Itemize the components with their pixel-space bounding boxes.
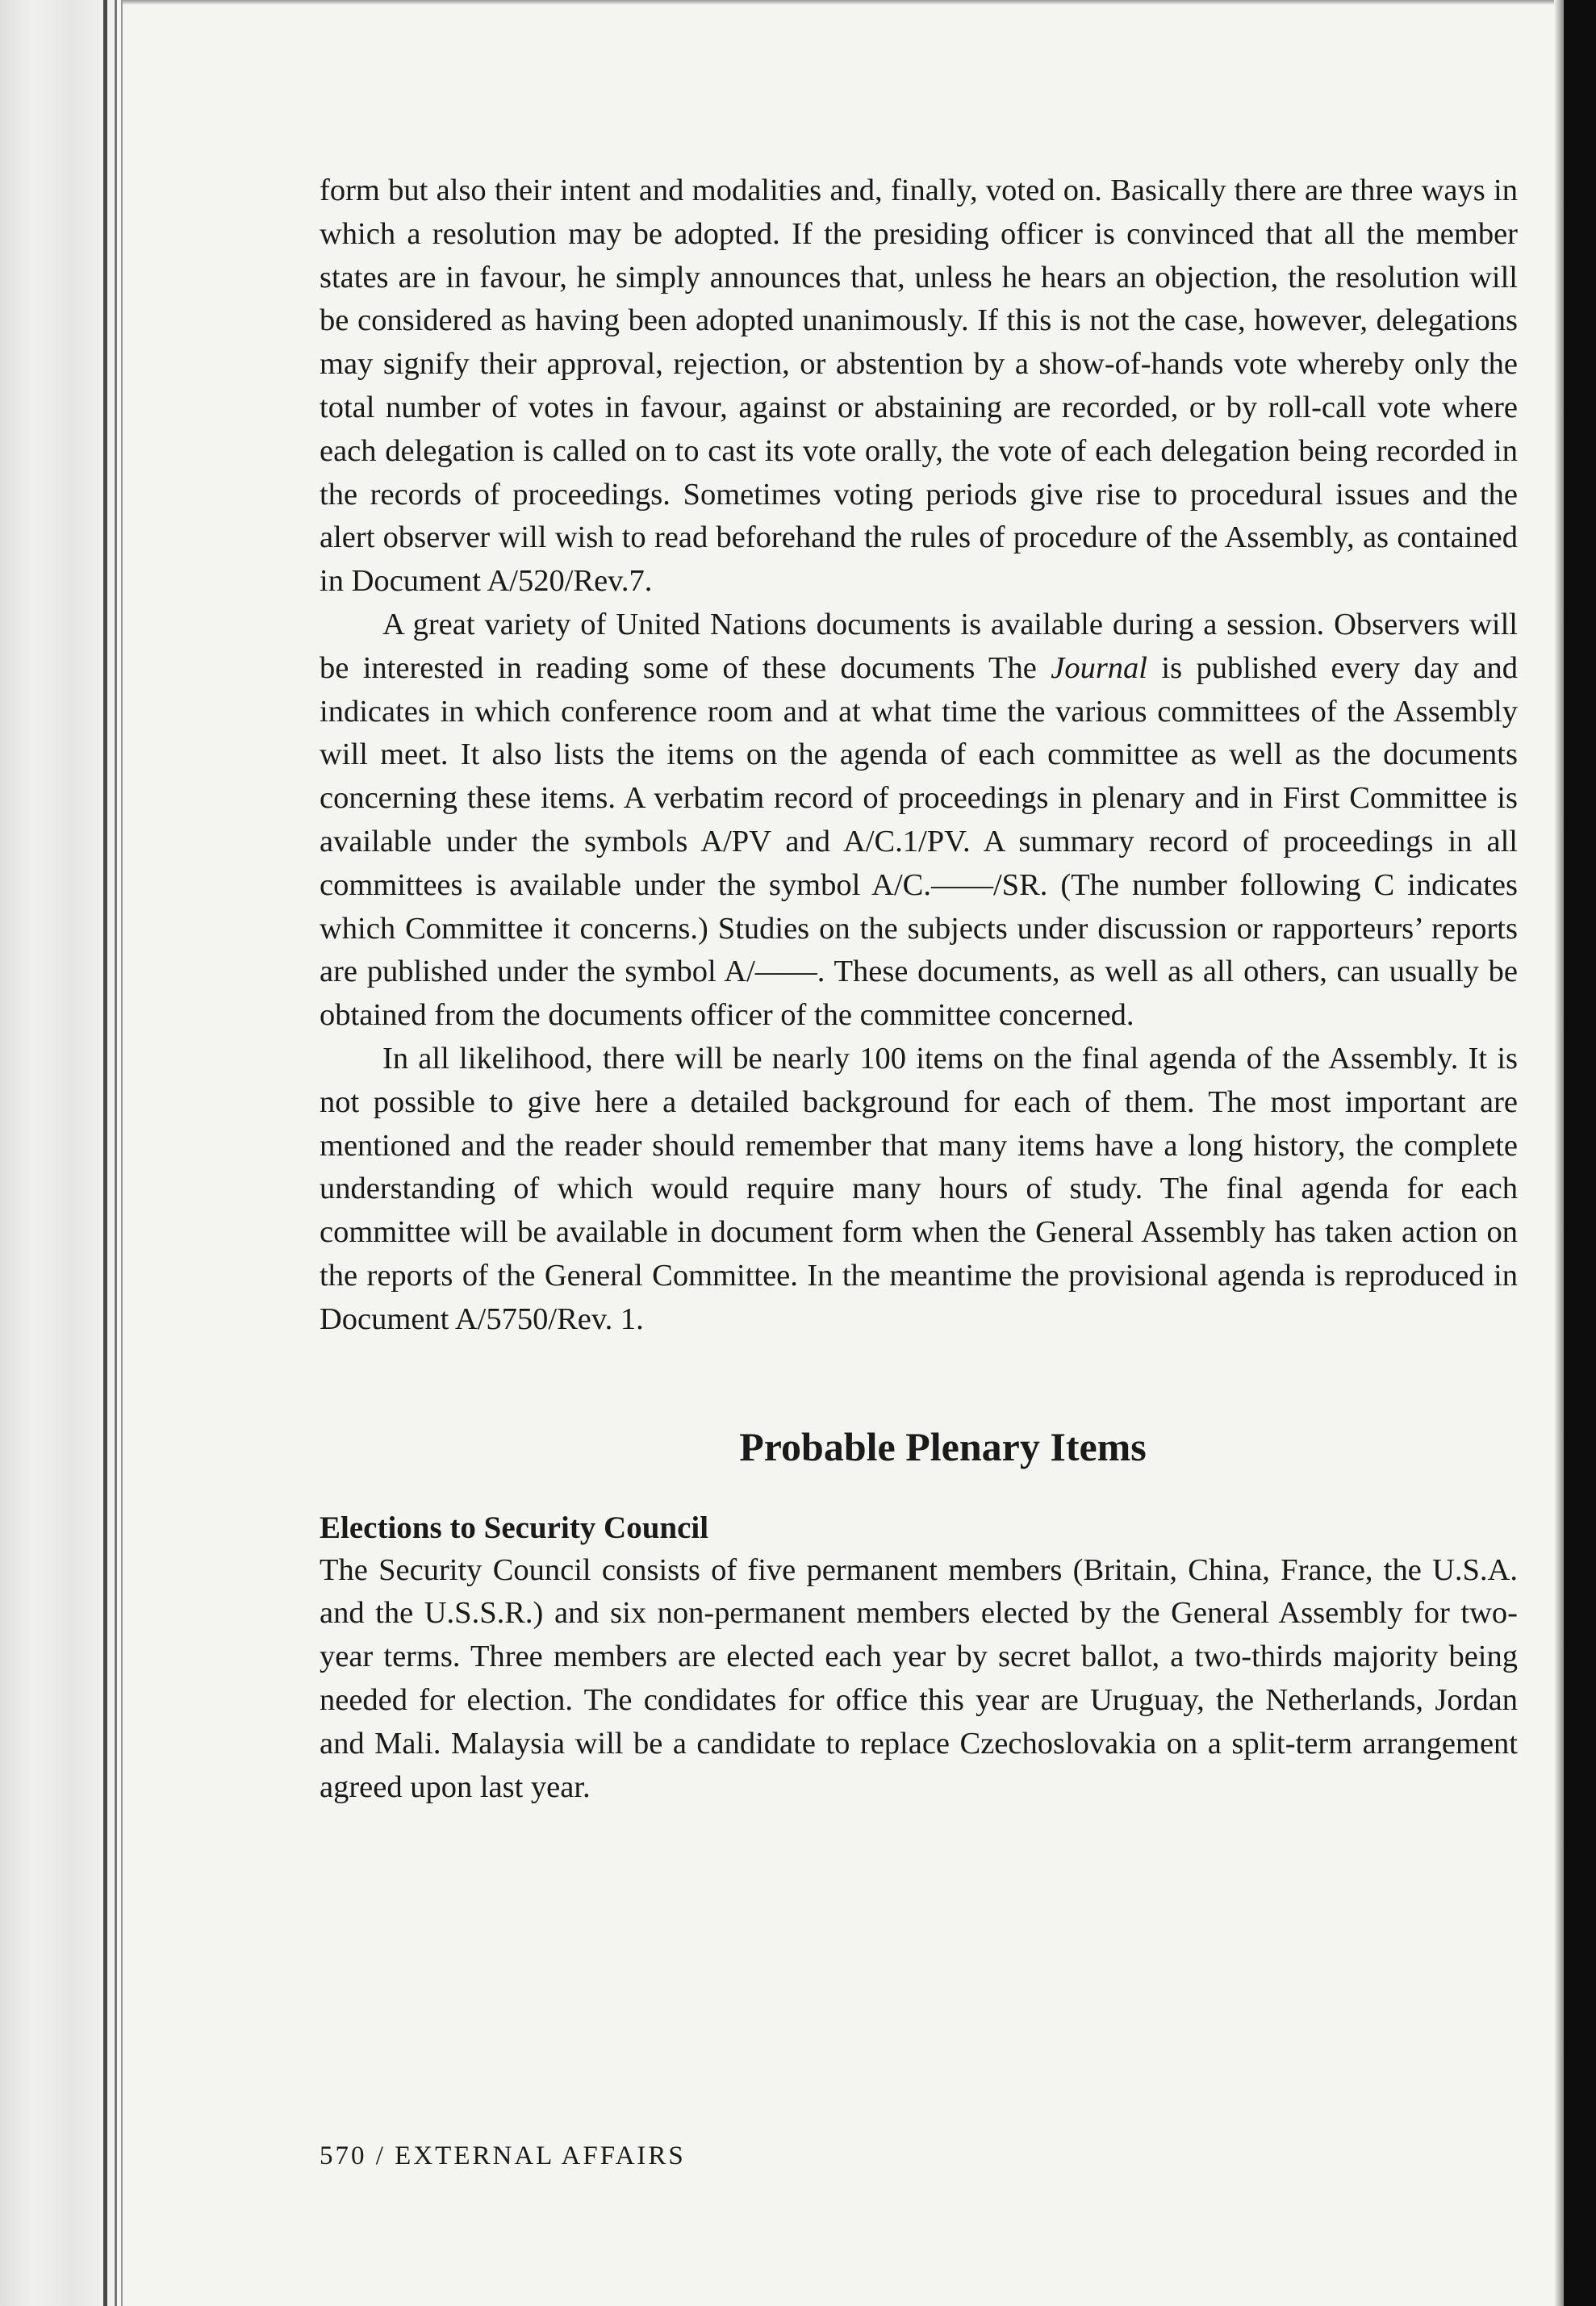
binding-edge-line-inner <box>115 0 117 2306</box>
paragraph-voting: form but also their intent and modalities and, finally, voted on. Basically there are three ways in which a resolution may be adopted. If the presiding officer is convinced that all the member states are in favour, he simply announces that, unless he hears an objection, the resolution will be considered as having been adopted unanimously. If this is not the case, however, delegations may signify their approval, rejection, or abstention by a show-of-hands vote whereby only the total number of votes in favour, against or abstaining are recorded, or by roll-call vote where each delegation is called on to cast its vote orally, the vote of each delegation being recorded in the records of proceedings. Sometimes voting periods give rise to procedural issues and the alert observer will wish to read beforehand the rules of procedure of the Assembly, as contained in Document A/520/Rev.7. <box>320 173 1518 599</box>
page-right-shadow <box>1554 0 1564 2306</box>
paragraph-security-council: The Security Council consists of five permanent members (Britain, China, France, the U.S.A. and the U.S.S.R.) and six non-permanent members elected by the General Assembly for two-year terms. Three members are elected each year by secret ballot, a two-thirds majority being needed for election. The condidates for office this year are Uruguay, the Netherlands, Jordan and Mali. Malaysia will be a candidate to replace Czechoslovakia on a split-term arrangement agreed upon last year. <box>320 1552 1518 1804</box>
paragraph-agenda: In all likelihood, there will be nearly 100 items on the final agenda of the Assembly. It is not possible to give here a detailed background for each of them. The most important are mentioned and the reader should remember that many items have a long history, the complete understanding of which would require many hours of study. The final agenda for each committee will be available in document form when the General Assembly has taken action on the reports of the General Committee. In the meantime the provisional agenda is reproduced in Document A/5750/Rev. 1. <box>320 1041 1518 1336</box>
section-heading: Probable Plenary Items <box>739 1423 1147 1469</box>
page-footer: 570 / EXTERNAL AFFAIRS <box>320 2141 686 2170</box>
binding-edge-line-faint <box>121 0 123 2306</box>
subsection-heading: Elections to Security Council <box>320 1510 709 1545</box>
binding-edge-line <box>103 0 107 2306</box>
paragraph-documents <box>320 604 1518 1038</box>
page-top-shadow <box>0 0 1596 5</box>
paragraph-documents-end: is published every day and indicates in which conference room and at what time the various committees of the Assembly will meet. It also lists the items on the agenda of each committee as well as the documents concerning these items. A verbatim record of proceedings in plenary and in First Committee is available under the symbols A/PV and A/C.1/PV. A summary record of proceedings in all committees is available under the symbol A/C.——/SR. (The number following C indicates which Committee it concerns.) Studies on the subjects under discussion or rapporteurs’ reports are published under the symbol A/——. These documents, as well as all others, can usually be obtained from the documents officer of the committee concerned. <box>320 650 1518 1033</box>
paragraph-documents-start: A great variety of United Nations documents is available during a session. Observers will be interested in reading some of these documents The <box>320 607 1518 685</box>
journal-title: Journal <box>1051 650 1148 685</box>
page-right-edge <box>1564 0 1596 2306</box>
page-body <box>320 169 1518 1809</box>
